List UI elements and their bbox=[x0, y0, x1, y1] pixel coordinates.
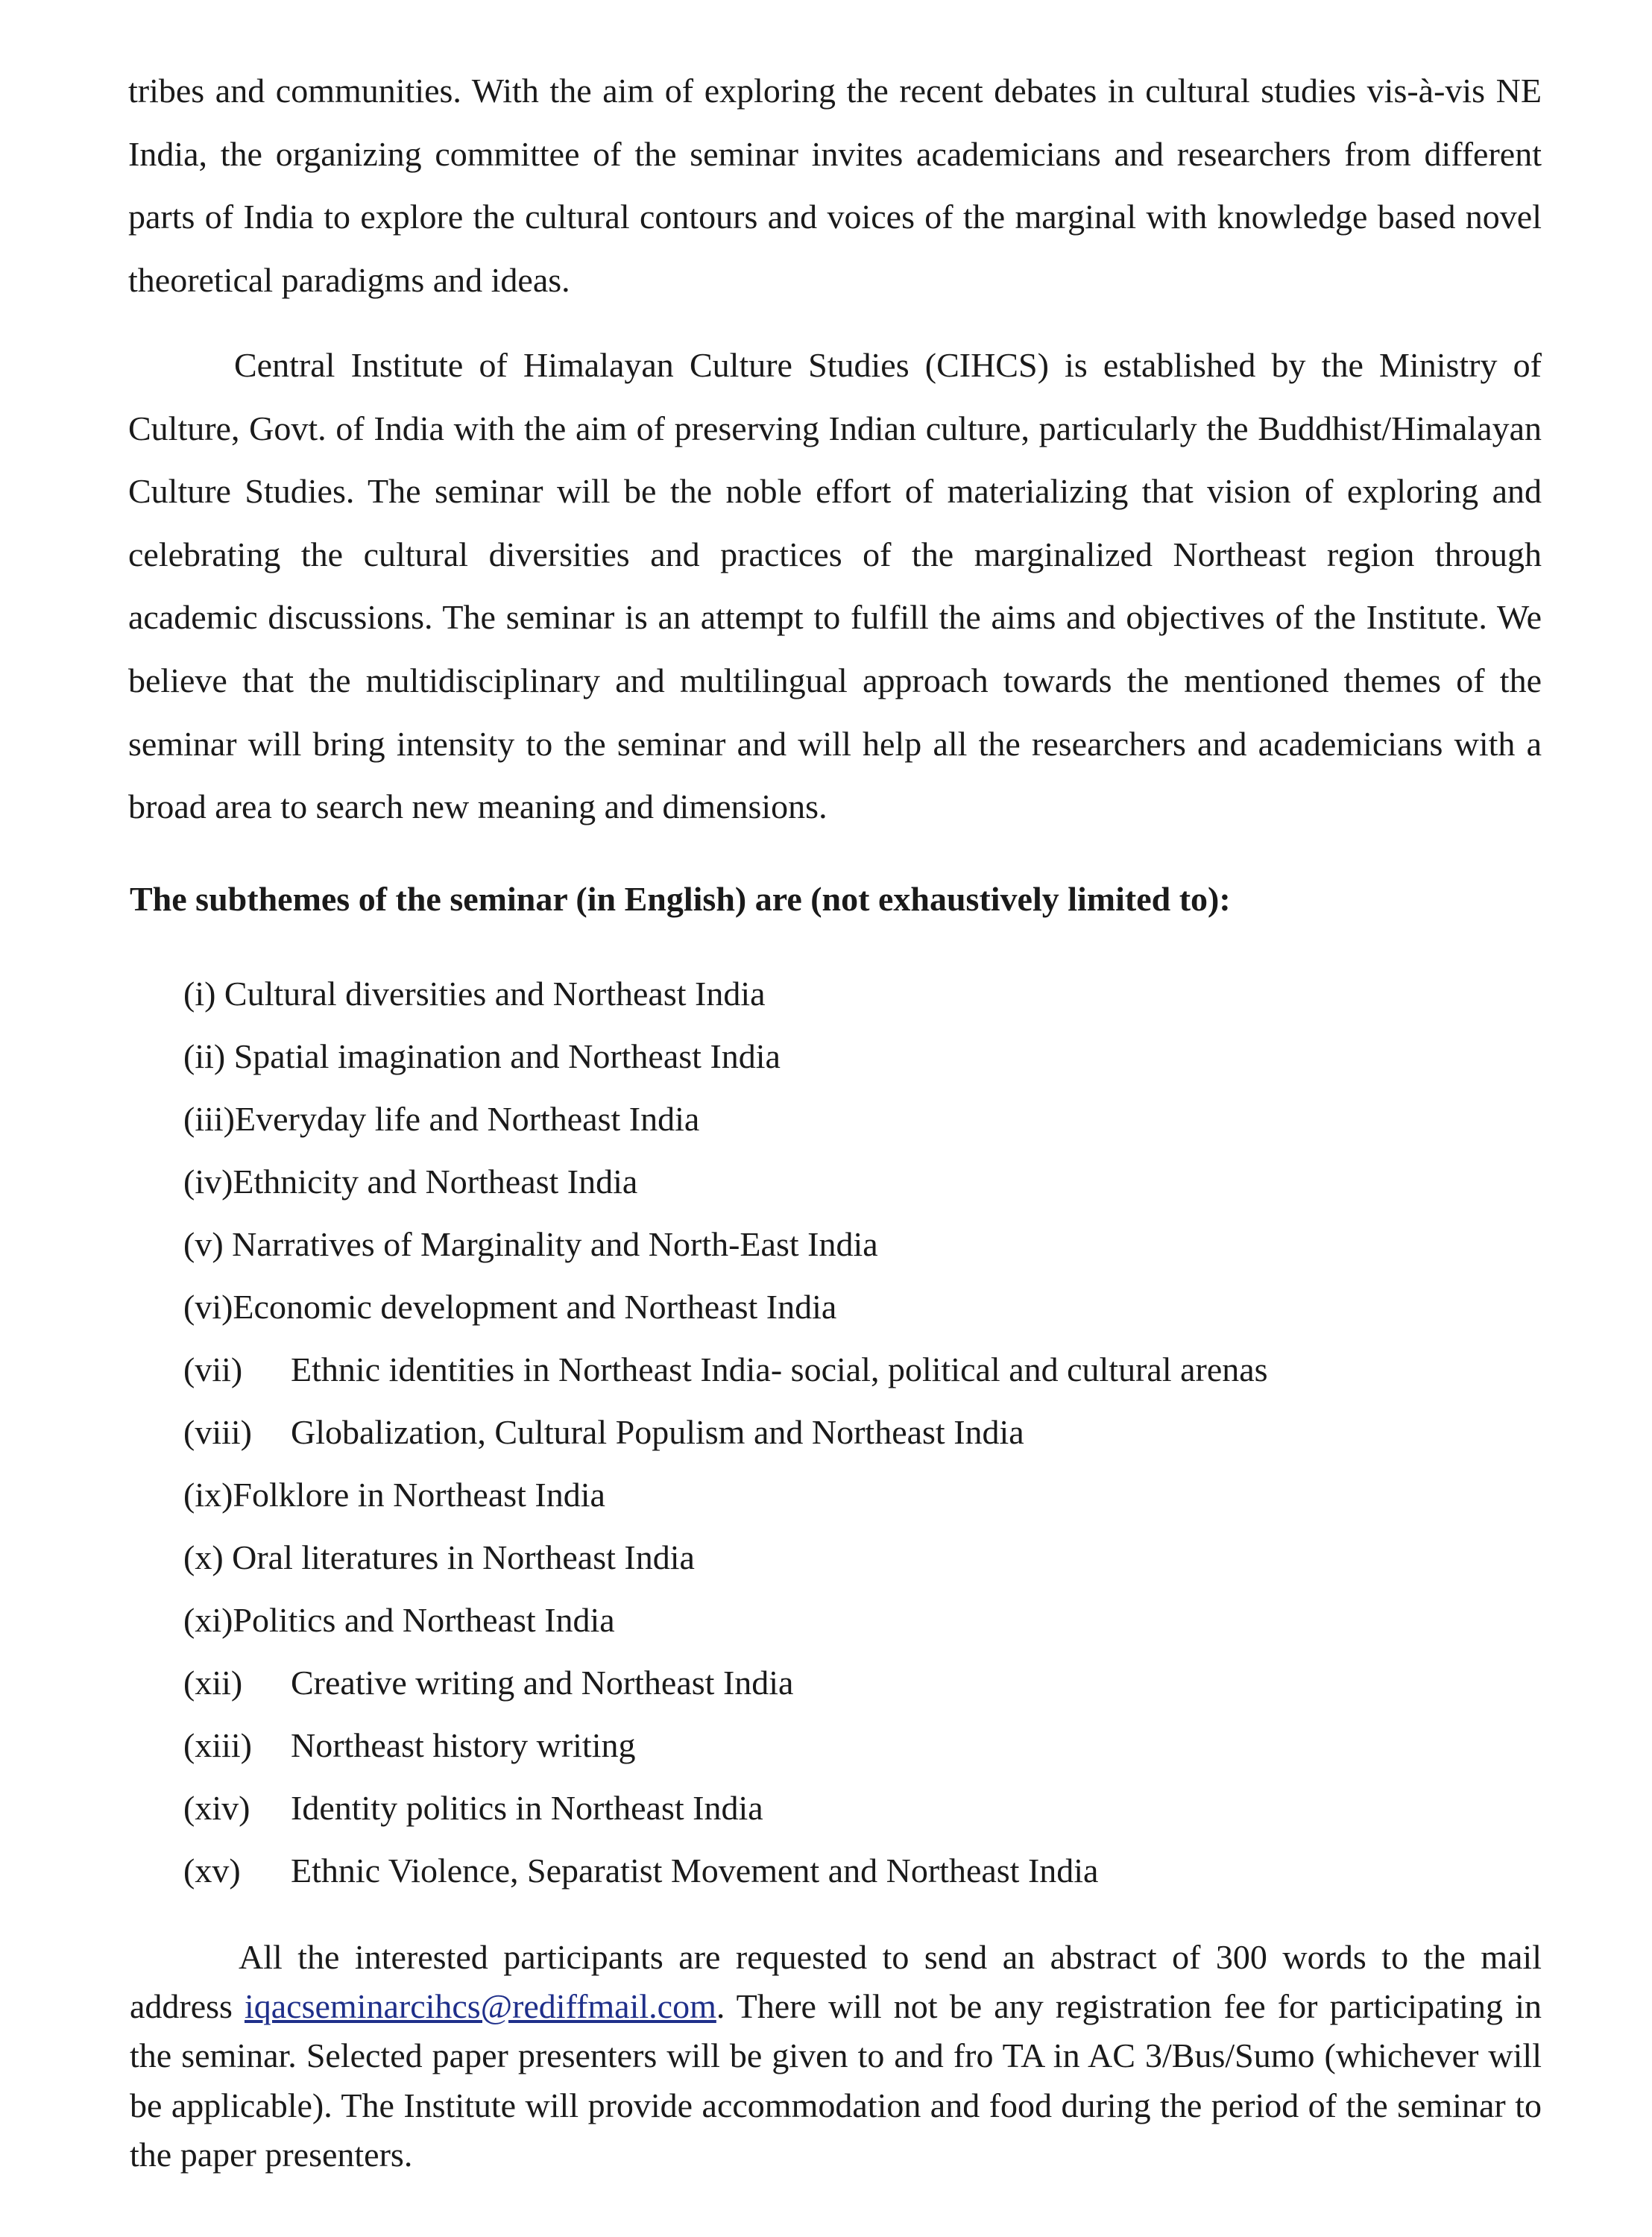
subtheme-text: Politics and Northeast India bbox=[233, 1601, 615, 1639]
subtheme-item bbox=[183, 1845, 1525, 1907]
subtheme-number: (xiii) bbox=[183, 1726, 252, 1764]
subtheme-text: Ethnic identities in Northeast India- social, political and cultural arenas bbox=[291, 1350, 1268, 1388]
subtheme-item bbox=[183, 1720, 1525, 1782]
intro-paragraph: tribes and communities. With the aim of exploring the recent debates in cultural studies vis-à-vis NE India, the organizing committee of the seminar invites academicians and researchers from different parts of India to explore the cultural contours and voices of the marginal with knowledge based novel theoretical paradigms and ideas. bbox=[128, 72, 1542, 299]
subtheme-item bbox=[183, 1782, 1525, 1845]
email-link[interactable]: iqacseminarcihcs@rediffmail.com bbox=[244, 1987, 716, 2026]
subtheme-text: Spatial imagination and Northeast India bbox=[233, 1037, 781, 1075]
subtheme-text: Northeast history writing bbox=[291, 1726, 636, 1764]
closing-paragraph bbox=[130, 1933, 1542, 2180]
subtheme-item bbox=[183, 968, 1525, 1031]
subtheme-item bbox=[183, 1281, 1525, 1344]
subtheme-text: Folklore in Northeast India bbox=[233, 1476, 605, 1514]
subtheme-item bbox=[183, 1469, 1525, 1532]
subtheme-number: (vi) bbox=[183, 1288, 233, 1326]
subtheme-number: (xiv) bbox=[183, 1789, 250, 1827]
subtheme-item bbox=[183, 1406, 1525, 1469]
subtheme-item bbox=[183, 1031, 1525, 1093]
subtheme-number: (iii) bbox=[183, 1100, 235, 1138]
subtheme-text: Ethnicity and Northeast India bbox=[233, 1162, 638, 1201]
closing-text-before-email: All the interested participants are requested to send an abstract of 300 words to the mail address bbox=[130, 1938, 1542, 2026]
subtheme-number: (iv) bbox=[183, 1162, 233, 1201]
subtheme-number: (ix) bbox=[183, 1476, 233, 1514]
subtheme-item bbox=[183, 1657, 1525, 1720]
subtheme-number: (viii) bbox=[183, 1413, 252, 1451]
subthemes-list bbox=[183, 968, 1525, 1907]
subtheme-text: Everyday life and Northeast India bbox=[234, 1100, 700, 1138]
subtheme-number: (xv) bbox=[183, 1851, 241, 1890]
subtheme-text: Creative writing and Northeast India bbox=[291, 1664, 794, 1702]
subtheme-number: (xii) bbox=[183, 1664, 243, 1702]
subtheme-item bbox=[183, 1532, 1525, 1594]
subtheme-number: (xi) bbox=[183, 1601, 233, 1639]
subtheme-number: (x) bbox=[183, 1538, 224, 1576]
subtheme-text: Narratives of Marginality and North-East India bbox=[232, 1225, 878, 1263]
subtheme-item bbox=[183, 1093, 1525, 1156]
subtheme-number: (ii) bbox=[183, 1037, 226, 1075]
subtheme-text: Oral literatures in Northeast India bbox=[232, 1538, 695, 1576]
subtheme-text: Ethnic Violence, Separatist Movement and Northeast India bbox=[291, 1851, 1099, 1890]
subtheme-item bbox=[183, 1344, 1525, 1406]
subtheme-text: Identity politics in Northeast India bbox=[291, 1789, 763, 1827]
subthemes-heading: The subthemes of the seminar (in English) are (not exhaustively limited to): bbox=[130, 880, 1231, 918]
subtheme-text: Economic development and Northeast India bbox=[233, 1288, 837, 1326]
subtheme-number: (v) bbox=[183, 1225, 224, 1263]
subtheme-item bbox=[183, 1594, 1525, 1657]
subtheme-number: (vii) bbox=[183, 1350, 243, 1388]
subtheme-item bbox=[183, 1218, 1525, 1281]
subtheme-item bbox=[183, 1156, 1525, 1218]
closing-text-after-email: . There will not be any registration fee for participating in the seminar. Selected paper presenters will be given to and fro TA in AC 3/Bus/Sumo (whichever will be applicable). The Institute will provide accommodation and food during the period of the seminar to the paper presenters. bbox=[130, 1987, 1542, 2174]
subtheme-number: (i) bbox=[183, 975, 216, 1013]
institute-paragraph: Central Institute of Himalayan Culture Studies (CIHCS) is established by the Ministry of Culture, Govt. of India with the aim of preserving Indian culture, particularly the Buddhist/Himalayan Culture Studies. The seminar will be the noble effort of materializing that vision of exploring and celebrating the cultural diversities and practices of the marginalized Northeast region through academic discussions. The seminar is an attempt to fulfill the aims and objectives of the Institute. We believe that the multidisciplinary and multilingual approach towards the mentioned themes of the seminar will bring intensity to the seminar and will help all the researchers and academicians with a broad area to search new meaning and dimensions. bbox=[128, 346, 1542, 826]
subtheme-text: Cultural diversities and Northeast India bbox=[224, 975, 766, 1013]
subtheme-text: Globalization, Cultural Populism and Northeast India bbox=[291, 1413, 1024, 1451]
